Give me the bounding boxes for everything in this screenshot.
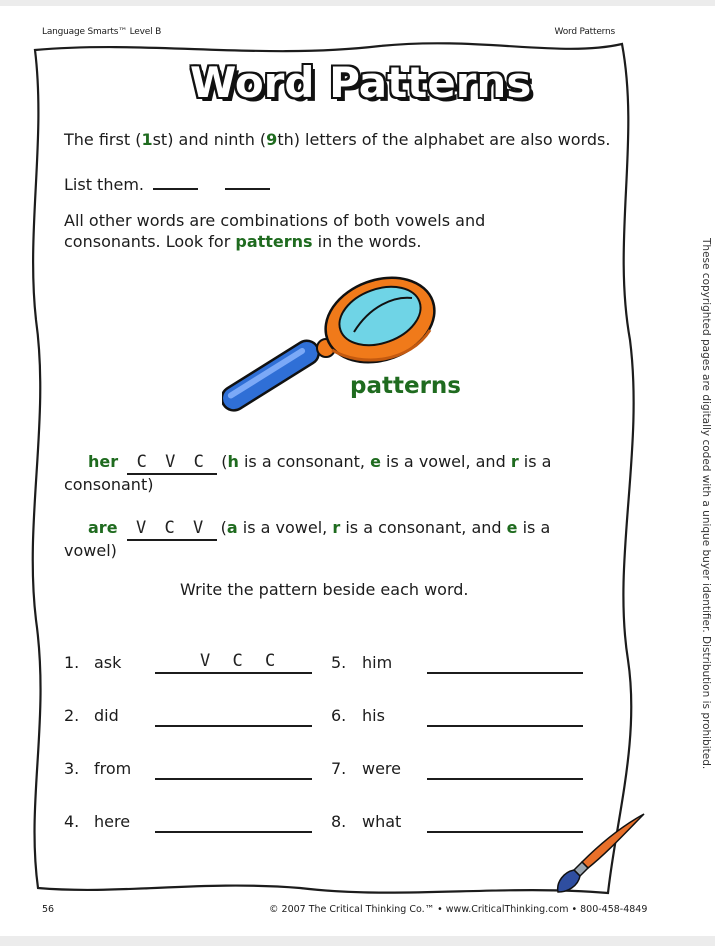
item-word-him: him	[362, 653, 393, 672]
answer-blank-2[interactable]	[225, 172, 270, 190]
answer-line-were[interactable]	[427, 778, 583, 780]
answer-line-here[interactable]	[155, 831, 312, 833]
instruction: Write the pattern beside each word.	[180, 580, 469, 599]
list-prompt: List them.	[64, 172, 270, 195]
answer-line-did[interactable]	[155, 725, 312, 727]
item-number: 7.	[331, 759, 347, 778]
example-her: her C V C (h is a consonant, e is a vowel, and r is a	[88, 451, 551, 475]
item-word-his: his	[362, 706, 385, 725]
item-number: 4.	[64, 812, 80, 831]
example-answer-are: V C V	[127, 517, 217, 541]
example-answer-her: C V C	[127, 451, 217, 475]
illustration-label: patterns	[350, 373, 461, 399]
item-number: 3.	[64, 759, 80, 778]
footer-copyright: © 2007 The Critical Thinking Co.™ • www.CriticalThinking.com • 800-458-4849	[269, 904, 648, 915]
example-her-wrap: consonant)	[64, 475, 154, 494]
item-word-here: here	[94, 812, 131, 831]
answer-line-him[interactable]	[427, 672, 583, 674]
bottom-edge	[0, 936, 715, 946]
item-word-what: what	[362, 812, 402, 831]
answer-line-from[interactable]	[155, 778, 312, 780]
intro-line: The first (1st) and ninth (9th) letters of the alphabet are also words.	[64, 130, 611, 149]
item-word-did: did	[94, 706, 119, 725]
page-number: 56	[42, 904, 55, 915]
intro-paragraph: All other words are combinations of both vowels and consonants. Look for patterns in the words.	[64, 211, 486, 251]
item-number: 6.	[331, 706, 347, 725]
item-number: 2.	[64, 706, 80, 725]
item-word-were: were	[362, 759, 401, 778]
header-series: Language Smarts™ Level B	[42, 27, 162, 37]
copyright-side-note: These copyrighted pages are digitally coded with a unique buyer identifier. Distribution is prohibited.	[700, 238, 712, 770]
item-number: 8.	[331, 812, 347, 831]
item-number: 5.	[331, 653, 347, 672]
page-title: Word Patterns	[190, 58, 532, 107]
answer-blank-1[interactable]	[153, 172, 198, 190]
item-word-from: from	[94, 759, 132, 778]
example-are: are V C V (a is a vowel, r is a consonant, and e is a	[88, 517, 550, 541]
answer-line-his[interactable]	[427, 725, 583, 727]
item-number: 1.	[64, 653, 80, 672]
answer-line-ask[interactable]	[155, 672, 312, 674]
answer-text-ask: V C C	[200, 651, 282, 671]
example-are-wrap: vowel)	[64, 541, 117, 560]
header-topic: Word Patterns	[554, 27, 615, 37]
item-word-ask: ask	[94, 653, 122, 672]
paintbrush-icon	[548, 808, 652, 900]
